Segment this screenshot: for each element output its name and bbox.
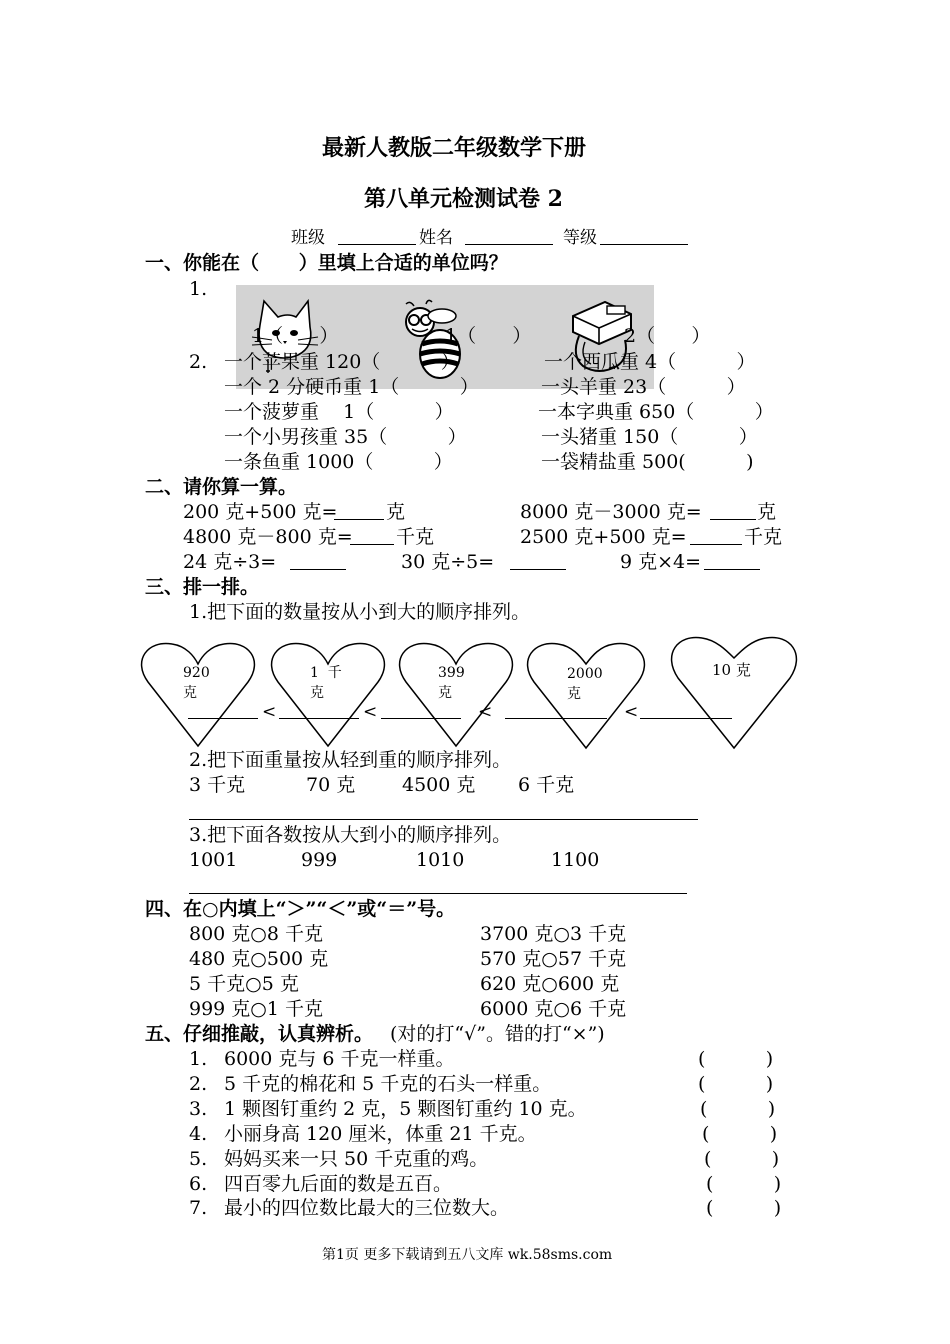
- grade-blank: [600, 244, 688, 245]
- name-blank: [465, 244, 553, 245]
- sort-blank-5: [640, 718, 732, 719]
- judge-1-paren: ( ): [698, 1048, 774, 1070]
- heart-3-top: 399: [438, 665, 465, 681]
- lt-sign-1: <: [262, 702, 277, 722]
- q2-left-2: 一个 2 分硬币重 1（ ）: [224, 376, 479, 398]
- calc-2: 8000 克－3000 克=: [520, 501, 702, 523]
- judge-6-text: 四百零九后面的数是五百。: [224, 1173, 453, 1195]
- judge-7-text: 最小的四位数比最大的三位数大。: [224, 1197, 510, 1219]
- sort-q3-item-2: 999: [301, 849, 338, 871]
- heart-shape-4: [528, 643, 645, 748]
- sort-blank-3: [381, 718, 461, 719]
- calc-5-blank: [290, 569, 346, 570]
- section3-heading: 三、排一排。: [145, 576, 260, 598]
- sort-q3-item-3: 1010: [416, 849, 465, 871]
- sort-blank-4: [505, 718, 607, 719]
- section5-heading: 五、仔细推敲，认真辨析。: [145, 1023, 374, 1045]
- grade-label: 等级: [563, 228, 597, 248]
- q2-left-5: 一条鱼重 1000（ ）: [224, 451, 453, 473]
- sort-q2-item-3: 4500 克: [402, 774, 476, 796]
- calc-5: 24 克÷3=: [183, 551, 277, 573]
- q2-left-3: 一个菠萝重 1（ ）: [224, 401, 454, 423]
- calc-3-blank: [350, 544, 394, 545]
- sort-q3-answer-line: [189, 893, 687, 894]
- judge-5-num: 5.: [189, 1148, 208, 1170]
- heart-shape-5: [672, 637, 797, 748]
- class-blank: [338, 244, 416, 245]
- judge-1-text: 6000 克与 6 千克一样重。: [224, 1048, 455, 1070]
- heart-2-top: 1 千: [310, 665, 342, 681]
- judge-1-num: 1.: [189, 1048, 208, 1070]
- class-label: 班级: [291, 228, 325, 248]
- q2-right-2: 一头羊重 23（ ）: [541, 376, 746, 398]
- compare-left-3: 5 千克○5 克: [189, 973, 299, 995]
- q2-left-4: 一个小男孩重 35（ ）: [224, 426, 467, 448]
- section1-heading: 一、你能在（ ）里填上合适的单位吗？: [145, 252, 508, 274]
- compare-right-3: 620 克○600 克: [480, 973, 620, 995]
- heart-shape-2: [272, 643, 385, 746]
- judge-5-text: 妈妈买来一只 50 千克重的鸡。: [224, 1148, 489, 1170]
- judge-6-num: 6.: [189, 1173, 208, 1195]
- calc-1-unit: 克: [386, 501, 406, 523]
- judge-3-text: 1 颗图钉重约 2 克，5 颗图钉重约 10 克。: [224, 1098, 587, 1120]
- heart-1-bottom: 克: [183, 685, 197, 701]
- heart-5-top: 10 克: [712, 661, 751, 679]
- sort-blank-2: [279, 718, 359, 719]
- compare-left-2: 480 克○500 克: [189, 948, 329, 970]
- judge-2-text: 5 千克的棉花和 5 千克的石头一样重。: [224, 1073, 552, 1095]
- section2-heading: 二、请你算一算。: [145, 476, 298, 498]
- judge-7-num: 7.: [189, 1197, 208, 1219]
- name-label: 姓名: [419, 228, 453, 248]
- calc-4-blank: [690, 544, 742, 545]
- page-title: 最新人教版二年级数学下册: [322, 135, 587, 161]
- calc-3: 4800 克－800 克=: [183, 526, 353, 548]
- section4-heading: 四、在○内填上“＞”“＜”或“＝”号。: [145, 898, 456, 920]
- sort-q3-item-4: 1100: [551, 849, 600, 871]
- compare-right-1: 3700 克○3 千克: [480, 923, 627, 945]
- lt-sign-2: <: [363, 702, 378, 722]
- pic2-label: 1（ ）: [445, 325, 532, 347]
- judge-2-paren: ( ): [698, 1073, 774, 1095]
- sort-q2-item-2: 70 克: [306, 774, 356, 796]
- judge-4-text: 小丽身高 120 厘米，体重 21 千克。: [224, 1123, 537, 1145]
- sort-q3: 3.把下面各数按从大到小的顺序排列。: [189, 824, 512, 846]
- sort-q2-answer-line: [189, 819, 698, 820]
- sort-q2-item-1: 3 千克: [189, 774, 246, 796]
- page-subtitle: 第八单元检测试卷 2: [364, 186, 563, 212]
- q2-left-1: 一个苹果重 120（ ）: [224, 351, 460, 373]
- calc-6-blank: [510, 569, 566, 570]
- pic3-label: 2（ ）: [624, 325, 711, 347]
- compare-left-4: 999 克○1 千克: [189, 998, 324, 1020]
- judge-7-paren: ( ): [706, 1197, 782, 1219]
- q1-number: 1.: [189, 278, 208, 300]
- calc-3-unit: 千克: [396, 526, 435, 548]
- judge-4-num: 4.: [189, 1123, 208, 1145]
- judge-5-paren: ( ): [704, 1148, 780, 1170]
- heart-4-top: 2000: [567, 666, 603, 682]
- sort-q2-item-4: 6 千克: [518, 774, 575, 796]
- calc-2-blank: [710, 519, 756, 520]
- calc-1-blank: [334, 519, 384, 520]
- lt-sign-4: <: [624, 702, 639, 722]
- calc-6: 30 克÷5=: [401, 551, 495, 573]
- judge-6-paren: ( ): [706, 1173, 782, 1195]
- heart-2-bottom: 克: [310, 685, 324, 701]
- sort-q1: 1.把下面的数量按从小到大的顺序排列。: [189, 601, 531, 623]
- q2-right-5: 一袋精盐重 500( ): [541, 451, 754, 473]
- section5-note: (对的打“√”。错的打“×”): [390, 1023, 605, 1045]
- compare-right-4: 6000 克○6 千克: [480, 998, 627, 1020]
- calc-7-blank: [704, 569, 760, 570]
- heart-shape-3: [400, 643, 513, 746]
- calc-7: 9 克×4=: [620, 551, 702, 573]
- calc-2-unit: 克: [757, 501, 777, 523]
- heart-3-bottom: 克: [438, 685, 452, 701]
- q2-right-4: 一头猪重 150（ ）: [541, 426, 758, 448]
- sort-q2: 2.把下面重量按从轻到重的顺序排列。: [189, 749, 512, 771]
- sort-blank-1: [188, 718, 258, 719]
- judge-2-num: 2.: [189, 1073, 208, 1095]
- q2-number: 2.: [189, 351, 208, 373]
- q2-right-1: 一个西瓜重 4（ ）: [544, 351, 756, 373]
- page-footer: 第1页 更多下载请到五八文库 wk.58sms.com: [322, 1247, 613, 1263]
- judge-3-num: 3.: [189, 1098, 208, 1120]
- calc-4: 2500 克+500 克=: [520, 526, 687, 548]
- sort-q3-item-1: 1001: [189, 849, 238, 871]
- compare-left-1: 800 克○8 千克: [189, 923, 324, 945]
- lt-sign-3: <: [478, 702, 493, 722]
- calc-1: 200 克+500 克=: [183, 501, 338, 523]
- q2-right-3: 一本字典重 650（ ）: [538, 401, 774, 423]
- judge-3-paren: ( ): [700, 1098, 776, 1120]
- heart-1-top: 920: [183, 665, 210, 681]
- pic1-label: 1（ ）: [252, 325, 339, 347]
- hearts-row: [140, 636, 802, 752]
- heart-shape-1: [142, 643, 255, 746]
- heart-4-bottom: 克: [567, 686, 581, 702]
- calc-4-unit: 千克: [744, 526, 783, 548]
- judge-4-paren: ( ): [702, 1123, 778, 1145]
- compare-right-2: 570 克○57 千克: [480, 948, 627, 970]
